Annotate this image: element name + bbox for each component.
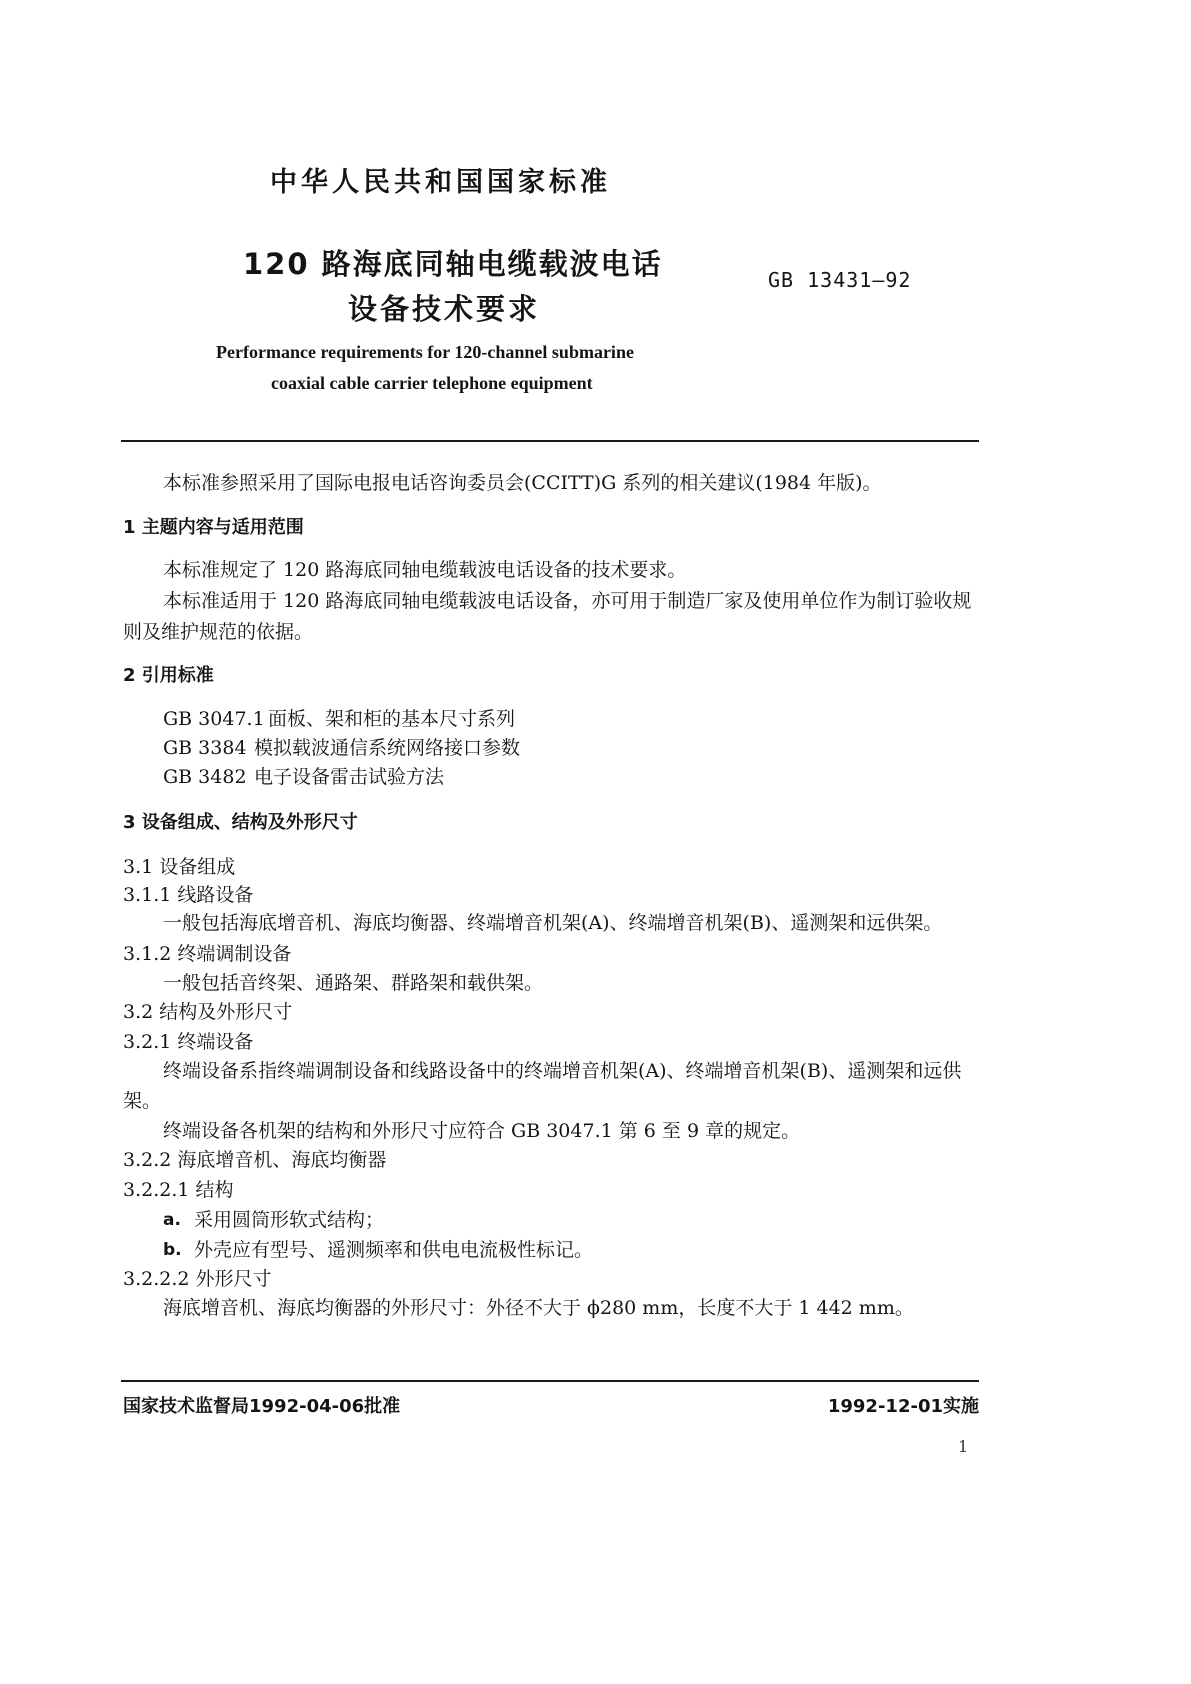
- section3-heading: 3 设备组成、结构及外形尺寸: [123, 812, 358, 833]
- subsection-3-2-2-2-text: 海底增音机、海底均衡器的外形尺寸：外径不大于 ϕ280 mm，长度不大于 1 442 mm。: [163, 1297, 914, 1319]
- section1-para1: 本标准规定了 120 路海底同轴电缆载波电话设备的技术要求。: [163, 559, 687, 581]
- reference-code: GB 3384: [163, 737, 247, 759]
- reference-code: GB 3047.1: [163, 708, 265, 730]
- subsection-3-1-1: 3.1.1 线路设备: [123, 884, 254, 906]
- reference-code: GB 3482: [163, 766, 247, 788]
- document-title-line2: 设备技术要求: [348, 292, 541, 326]
- subsection-3-2-2-2: 3.2.2.2 外形尺寸: [123, 1268, 272, 1290]
- subsection-3-2-2: 3.2.2 海底增音机、海底均衡器: [123, 1149, 387, 1171]
- section1-heading: 1 主题内容与适用范围: [123, 517, 304, 538]
- subsection-3-1-2-text: 一般包括音终架、通路架、群路架和载供架。: [163, 972, 544, 994]
- standard-number: GB 13431—92: [768, 268, 912, 292]
- section2-heading: 2 引用标准: [123, 665, 214, 686]
- reference-title: 电子设备雷击试验方法: [254, 766, 445, 788]
- header-divider: [121, 440, 979, 442]
- english-title-line1: Performance requirements for 120-channel submarine: [216, 342, 634, 362]
- subsection-3-2-1-text-line1: 终端设备系指终端调制设备和线路设备中的终端增音机架(A)、终端增音机架(B)、遥测架和远供: [163, 1060, 962, 1082]
- subsection-3-1: 3.1 设备组成: [123, 856, 236, 878]
- section1-para2-line2: 则及维护规范的依据。: [123, 621, 314, 643]
- foreword-text: 本标准参照采用了国际电报电话咨询委员会(CCITT)G 系列的相关建议(1984 年版)。: [163, 472, 882, 494]
- footer-divider: [121, 1380, 979, 1382]
- reference-title: 面板、架和柜的基本尺寸系列: [268, 708, 516, 730]
- national-standard-label: 中华人民共和国国家标准: [270, 167, 611, 198]
- reference-title: 模拟载波通信系统网络接口参数: [254, 737, 521, 759]
- document-title-line1: 120 路海底同轴电缆载波电话: [243, 247, 663, 281]
- subsection-3-2-2-1: 3.2.2.1 结构: [123, 1179, 234, 1201]
- subsection-3-2-1: 3.2.1 终端设备: [123, 1031, 254, 1053]
- subsection-3-2-1-text-line2: 架。: [123, 1090, 162, 1112]
- section1-para2-line1: 本标准适用于 120 路海底同轴电缆载波电话设备，亦可用于制造厂家及使用单位作为制订验收规: [163, 590, 972, 612]
- subsection-3-1-1-text: 一般包括海底增音机、海底均衡器、终端增音机架(A)、终端增音机架(B)、遥测架和远供架。: [163, 912, 943, 934]
- english-title-line2: coaxial cable carrier telephone equipment: [271, 373, 593, 393]
- list-item-b-text: 外壳应有型号、遥测频率和供电电流极性标记。: [194, 1239, 594, 1261]
- list-item-b-label: b.: [163, 1240, 182, 1260]
- list-item-a-text: 采用圆筒形软式结构；: [194, 1209, 385, 1231]
- subsection-3-2: 3.2 结构及外形尺寸: [123, 1001, 293, 1023]
- subsection-3-2-1-text2: 终端设备各机架的结构和外形尺寸应符合 GB 3047.1 第 6 至 9 章的规定。: [163, 1120, 801, 1142]
- implementation-date: 1992-12-01实施: [827, 1396, 979, 1417]
- page-number: 1: [958, 1437, 969, 1456]
- list-item-a-label: a.: [163, 1210, 181, 1230]
- subsection-3-1-2: 3.1.2 终端调制设备: [123, 943, 292, 965]
- approval-date: 国家技术监督局1992-04-06批准: [123, 1396, 401, 1417]
